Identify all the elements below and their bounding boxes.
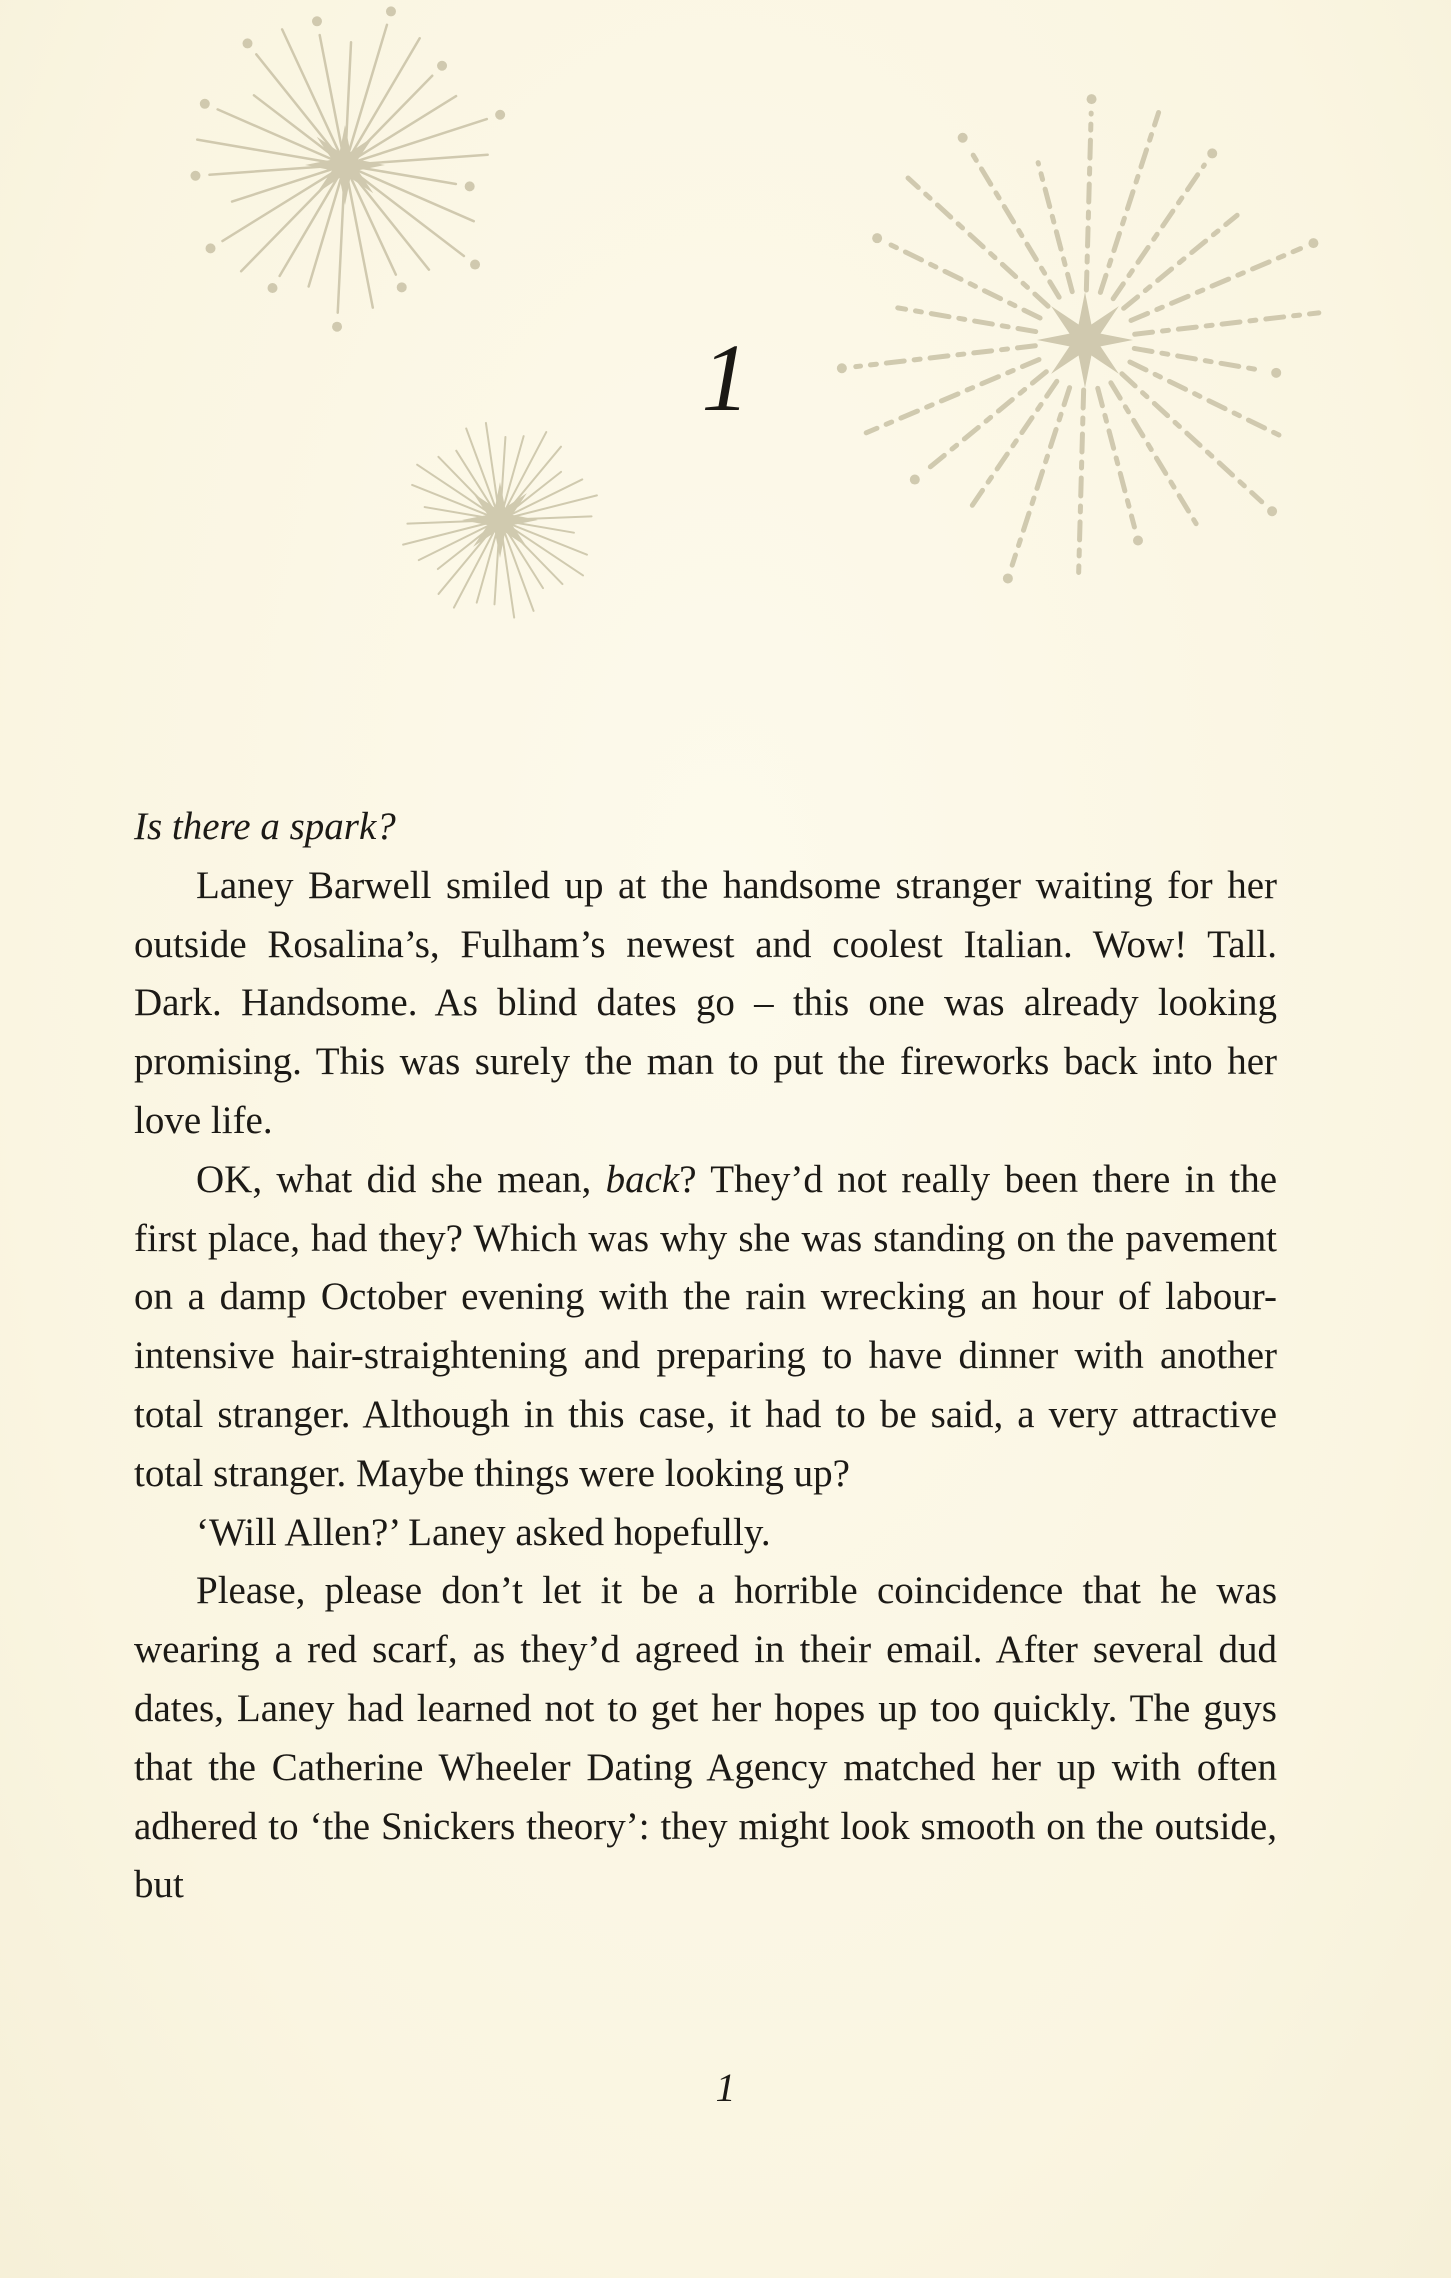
firework-spark: [1133, 535, 1143, 545]
firework-spark: [243, 38, 253, 48]
firework-spark: [268, 283, 278, 293]
firework-spark: [470, 260, 480, 270]
paragraph-2: [134, 1151, 1277, 1504]
firework-ray: [1086, 113, 1091, 290]
firework-spark: [1308, 238, 1318, 248]
paragraph-3: ‘Will Allen?’ Laney asked hopefully.: [196, 1510, 771, 1554]
firework-spark: [872, 233, 882, 243]
firework-ray: [1100, 112, 1158, 292]
paragraph-2-end: ? They’d not really been there in the first place, had they? Which was why she was standing on the pavement on a damp October evening with the rain wrecking an hour of labour-intensive hair-straightening and preparing to have dinner with another total stranger. Although in this case, it had to be said, a very attractive total stranger. Maybe things were looking up?: [134, 1157, 1278, 1495]
firework-ray: [309, 178, 341, 286]
firework-spark: [190, 171, 200, 181]
firework-ray: [222, 172, 333, 241]
firework-spark: [312, 16, 322, 26]
epigraph: Is there a spark?: [134, 805, 396, 848]
firework-burst-left: [190, 6, 505, 331]
firework-spark: [495, 110, 505, 120]
firework-spark: [910, 475, 920, 485]
firework-ray: [357, 96, 456, 157]
firework-spark: [465, 181, 475, 191]
firework-spark: [1267, 506, 1277, 516]
firework-spark: [1207, 148, 1217, 158]
page-number: 1: [715, 2065, 736, 2110]
firework-ray: [359, 155, 488, 164]
firework-ray: [358, 119, 487, 161]
firework-spark: [386, 6, 396, 16]
firework-ray: [1131, 249, 1300, 321]
paragraph-4: Please, please don’t let it be a horrible coincidence that he was wearing a red scarf, as they’d agreed in their email. After several dud dates, Laney had learned not to get her hopes up too quickly. The guys that the Catherine Wheeler Dating Agency matched her up with often adhered to ‘the Snickers theory’: they might look smooth on the outside, but: [134, 1569, 1277, 1907]
firework-ray: [232, 169, 332, 201]
firework-spark: [1087, 94, 1097, 104]
firework-ray: [354, 176, 429, 270]
firework-spark: [437, 61, 447, 71]
firework-ray: [256, 54, 336, 154]
firework-ray: [254, 95, 334, 156]
firework-spark: [206, 243, 216, 253]
chapter-body: [134, 798, 1277, 1915]
firework-ray: [338, 179, 345, 313]
firework-core: [462, 482, 538, 558]
firework-ray: [890, 244, 1040, 318]
firework-ray: [280, 177, 338, 276]
firework-ray: [349, 25, 387, 152]
paragraph-1: Laney Barwell smiled up at the handsome stranger waiting for her outside Rosalina’s, Fulham’s newest and coolest Italian. Wow! Tall. Dark. Handsome. As blind dates go – this one was already looking promising. This was surely the man to put the fireworks back into her love life.: [134, 863, 1277, 1142]
firework-core: [305, 125, 385, 205]
firework-ray: [352, 38, 420, 153]
firework-ray: [898, 308, 1036, 332]
firework-burst-small: [403, 423, 597, 618]
firework-spark: [397, 282, 407, 292]
firework-spark: [200, 99, 210, 109]
firework-ray: [209, 166, 331, 175]
firework-ray: [356, 174, 464, 257]
firework-ray: [359, 167, 456, 184]
firework-spark: [1003, 573, 1013, 583]
paragraph-2-start: OK, what did she mean,: [196, 1157, 606, 1201]
paragraph-2-emphasis: back: [605, 1157, 680, 1201]
firework-spark: [958, 133, 968, 143]
chapter-number: 1: [701, 324, 750, 431]
